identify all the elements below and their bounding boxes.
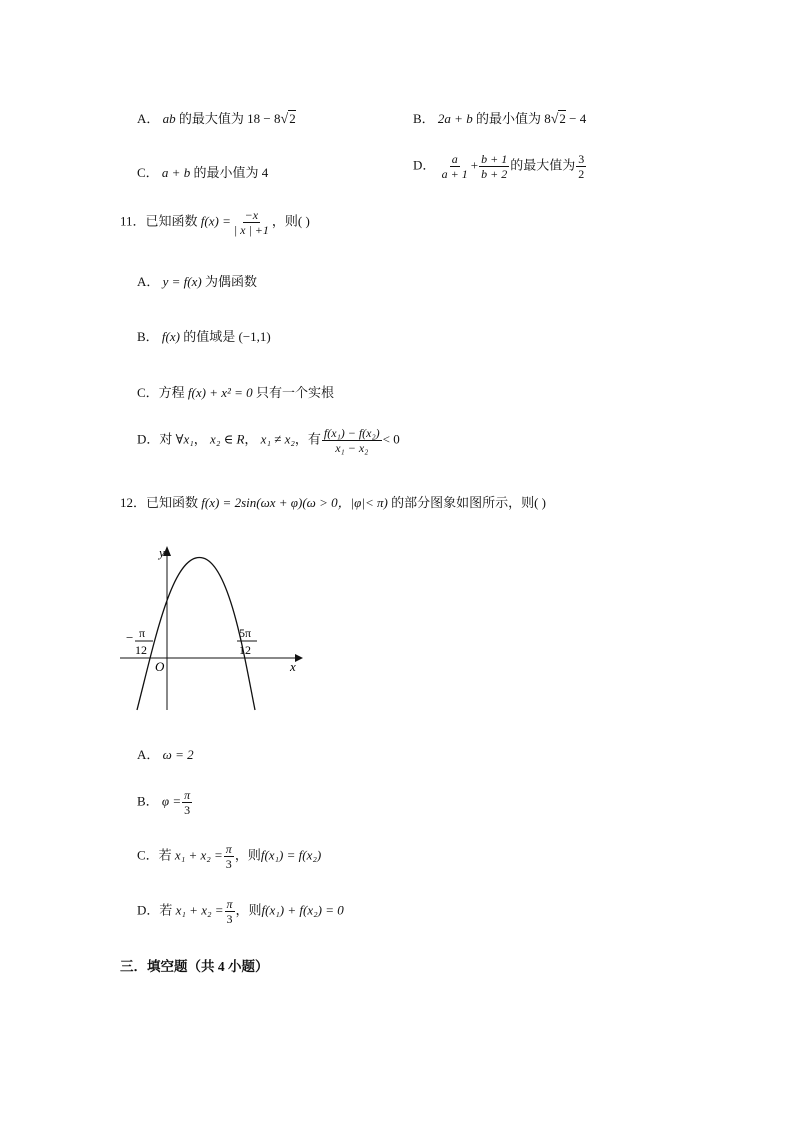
neg-sign: − [126,630,134,645]
q11-option-b: B． f(x) 的值域是 (−1,1) [137,329,271,344]
q10-option-a: A． ab 的最大值为 18 − 8√2 [137,111,296,127]
sqrt-icon: √ [280,112,289,127]
q11-stem: 11．已知函数 f(x) = $\frac{-x}{| x | +1}$ ，则( ) [120,208,310,237]
q11-option-a: A． y = f(x) 为偶函数 [137,274,257,289]
fraction: $\frac{\pi}{3}$ [225,842,232,871]
q12-option-a: A． ω = 2 [137,747,194,762]
q10-option-b: B． 2a + b 的最小值为 8√2 − 4 [413,111,587,127]
tick-label-5pi: 5π [239,626,252,640]
fraction: $\frac{-x}{| x | +1}$ [233,208,269,237]
q11-option-c: C．方程 f(x) + x² = 0 只有一个实根 [137,385,334,400]
section-title: 三．填空题（共 4 小题） [120,959,269,974]
q12-option-c: C．若 x₁ + x₂ = $\frac{\pi}{3}$ ，则f(x₁) = f(x₂) [137,842,322,871]
fraction: $\frac{\text{f(x₁) − f(x₂)}}{\text{x₁ − x₂}}$ [323,426,380,455]
q12-option-b: B． φ = $\frac{\pi}{3}$ [137,788,191,817]
q10-option-d: D． $\frac{a}{a + 1}$ + $\frac{b + 1}{b + 2}$ 的最大值为 $\frac{3}{2}$ [413,152,585,181]
fraction: $\frac{b + 1}{b + 2}$ [481,152,508,181]
q12-option-d: D．若 x₁ + x₂ = $\frac{\pi}{3}$ ，则f(x₁) + f(x₂) = 0 [137,897,344,926]
sine-curve [137,558,255,710]
x-axis-arrow-icon [295,654,303,662]
fraction: $\frac{\pi}{3}$ [184,788,191,817]
tick-label-12: 12 [135,643,147,657]
x-axis-label: x [290,659,296,674]
fraction: $\frac{\pi}{3}$ [226,897,233,926]
tick-label-12b: 12 [239,643,251,657]
fraction: $\frac{3}{2}$ [578,152,585,181]
y-axis-label: y [159,545,165,560]
sqrt-icon: √ [550,112,559,127]
q11-option-d: D．对 ∀x₁， x₂ ∈ R， x₁ ≠ x₂，有 $\frac{\text{f(x₁) − f(x₂)}}{\text{x₁ − x₂}}$ < 0 [137,426,400,455]
fraction: $\frac{a}{a + 1}$ [441,152,468,181]
q10-option-c: C． a + b 的最小值为 4 [137,165,269,180]
q12-stem: 12．已知函数 f(x) = 2sin(ωx + φ)(ω > 0，|φ|< π) 的部分图象如图所示，则( ) [120,495,546,510]
q12-function-graph [115,540,305,715]
origin-label: O [155,659,165,674]
tick-label-neg-pi: π [139,626,146,640]
